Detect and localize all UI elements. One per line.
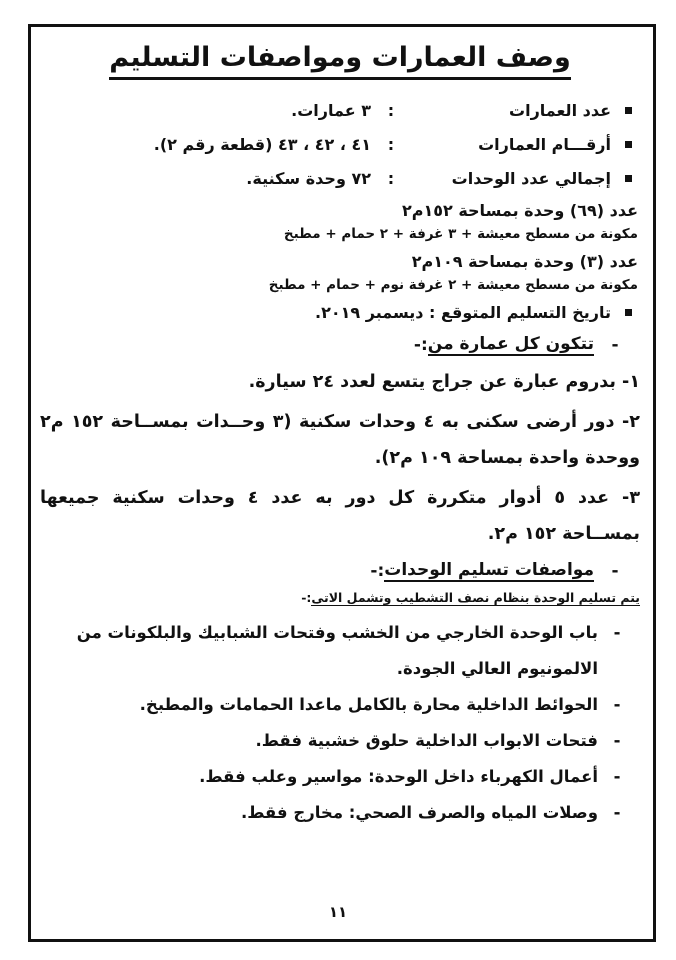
specs-heading-text: مواصفات تسليم الوحدات: [384, 560, 594, 580]
spec-item: [40, 759, 640, 795]
fact-row: [40, 127, 640, 161]
dash-bullet-icon: -: [611, 561, 619, 581]
square-bullet-icon: [625, 141, 632, 148]
spec-item-text: الحوائط الداخلية محارة بالكامل ماعدا الحمامات والمطبخ.: [139, 695, 598, 714]
square-bullet-icon: [625, 309, 632, 316]
heading-suffix: :-: [413, 335, 428, 355]
building-item: ١- بدروم عبارة عن جراج يتسع لعدد ٢٤ سيارة.: [248, 372, 640, 392]
page-content: [40, 40, 640, 831]
spec-item: [40, 795, 640, 831]
spec-item: [40, 723, 640, 759]
square-bullet-icon: [625, 175, 632, 182]
unit-type-description: مكونة من مسطح معيشة + ٢ غرفة نوم + حمام + مطبخ: [268, 277, 638, 293]
specs-intro: [40, 590, 640, 605]
fact-row: [40, 161, 640, 195]
dash-bullet-icon: -: [613, 695, 621, 714]
dash-bullet-icon: -: [613, 623, 621, 642]
building-heading: [40, 334, 640, 356]
building-item: ٣- عدد ٥ أدوار متكررة كل دور به عدد ٤ وحدات سكنية جميعها بمســاحة ١٥٢ م٢.: [40, 488, 640, 544]
fact-colon: :: [387, 100, 395, 120]
delivery-date: [40, 303, 640, 322]
fact-value: ٧٢ وحدة سكنية.: [246, 168, 371, 188]
dash-bullet-icon: -: [613, 803, 621, 822]
heading-suffix: :-: [370, 561, 385, 581]
dash-bullet-icon: -: [613, 731, 621, 750]
unit-type-title: عدد (٦٩) وحدة بمساحة ١٥٢م٢: [401, 201, 638, 220]
spec-item-text: أعمال الكهرباء داخل الوحدة: مواسير وعلب فقط.: [199, 767, 598, 786]
fact-value: ٣ عمارات.: [291, 100, 371, 120]
specs-heading: [40, 560, 640, 582]
spec-item-text: فتحات الابواب الداخلية حلوق خشبية فقط.: [255, 731, 598, 750]
square-bullet-icon: [625, 107, 632, 114]
building-heading-text: تتكون كل عمارة من: [427, 334, 594, 354]
spec-item-text: وصلات المياه والصرف الصحي: مخارج فقط.: [240, 803, 598, 822]
spec-item-text: باب الوحدة الخارجي من الخشب وفتحات الشبابيك والبلكونات من الالمونيوم العالي الجودة.: [76, 623, 598, 678]
specs-intro-text: يتم تسليم الوحدة بنظام نصف التشطيب وتشمل الاتى: [311, 590, 640, 605]
unit-type-title: عدد (٣) وحدة بمساحة ١٠٩م٢: [411, 252, 638, 271]
page-number: ١١: [328, 903, 348, 921]
dash-bullet-icon: -: [613, 767, 621, 786]
fact-label: أرقـــام العمارات: [478, 134, 611, 154]
dash-bullet-icon: -: [611, 335, 619, 355]
spec-item: [40, 615, 640, 687]
page-title: وصف العمارات ومواصفات التسليم: [40, 42, 640, 73]
fact-row: [40, 93, 640, 127]
fact-colon: :: [387, 168, 395, 188]
unit-type-description: مكونة من مسطح معيشة + ٣ غرفة + ٢ حمام + مطبخ: [283, 226, 638, 242]
spec-item: [40, 687, 640, 723]
fact-label: إجمالي عدد الوحدات: [451, 168, 611, 188]
specs-intro-suffix: :-: [301, 590, 312, 605]
building-item: ٢- دور أرضى سكنى به ٤ وحدات سكنية (٣ وحــدات بمســاحة ١٥٢ م٢ ووحدة واحدة بمساحة ١٠٩ م٢).: [40, 412, 640, 468]
fact-colon: :: [387, 134, 395, 154]
fact-value: ٤١ ، ٤٢ ، ٤٣ (قطعة رقم ٢).: [153, 134, 371, 154]
delivery-date-text: تاريخ التسليم المتوقع : ديسمبر ٢٠١٩.: [315, 303, 611, 322]
fact-label: عدد العمارات: [509, 100, 611, 120]
